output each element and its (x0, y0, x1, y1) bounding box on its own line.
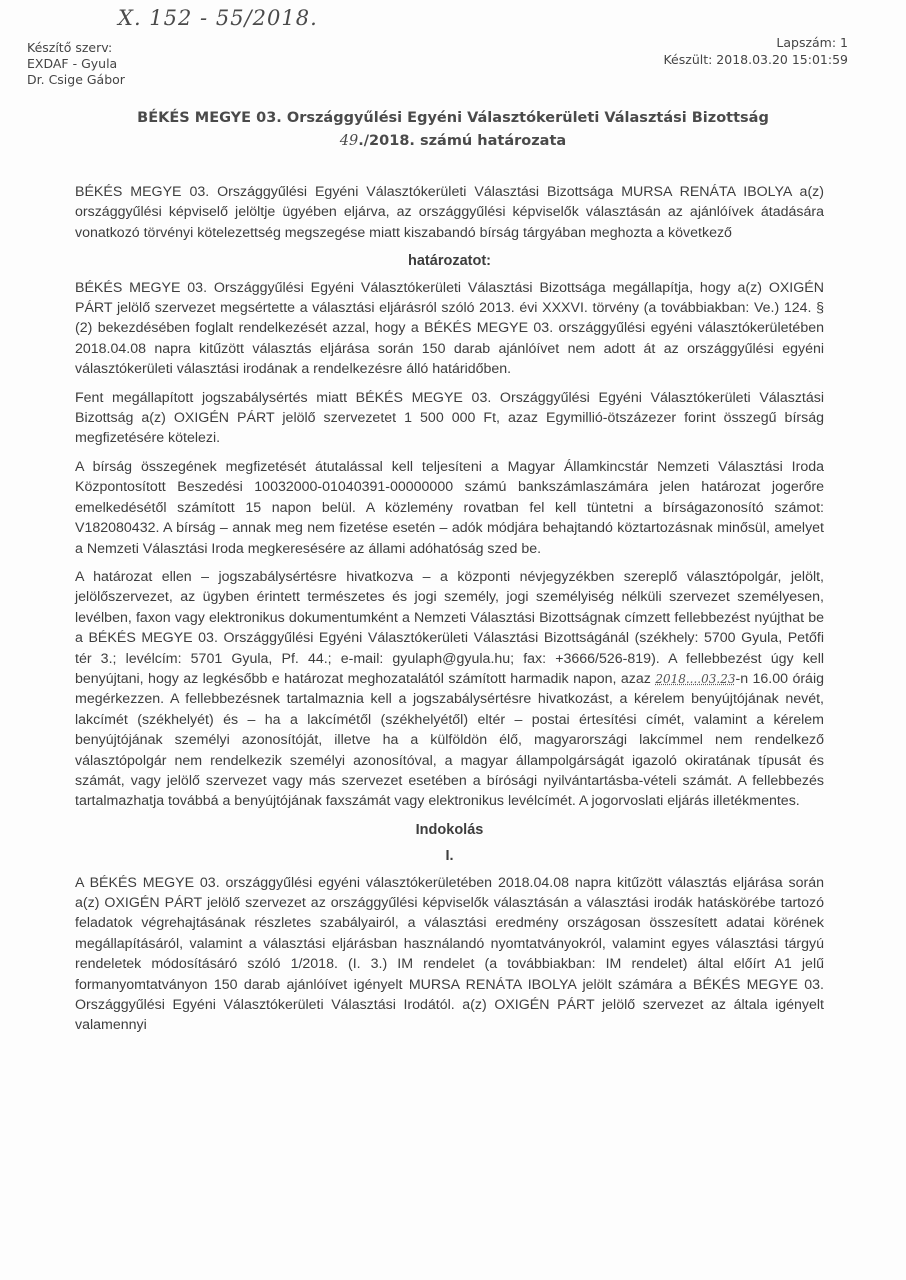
reasoning-paragraph: A BÉKÉS MEGYE 03. országgyűlési egyéni választókerületében 2018.04.08 napra kitűzött választás eljárása során a(z) OXIGÉN PÁRT jelölő szervezet az országgyűlési képviselők választásán a választási irodák hatáskörébe tartozó feladatok végrehajtásának részletes szabályairól, a választási eredmény országosan összesített adatai körének megállapításáról, valamint a választási eljárásban használandó nyomtatványokról, valamint egyes választási tárgyú rendeletek módosításáró szóló 1/2018. (I. 3.) IM rendelet (a továbbiakban: IM rendelet) által előírt A1 jelű formanyomtatványon 150 darab ajánlóívet igényelt MURSA RENÁTA IBOLYA jelölt számára a BÉKÉS MEGYE 03. Országgyűlési Egyéni Választókerületi Választási Irodától. a(z) OXIGÉN PÁRT jelölő szervezet az általa igényelt valamennyi (75, 874, 824, 1034)
appeal-text-before-date: A határozat ellen – jogszabálysértésre hivatkozva – a központi névjegyzékben szereplő választópolgár, jelölt, jelölőszervezet, az ügyben érintett természetes és jogi személy, jogi személyiség nélküli szervezet személyesen, levélben, faxon vagy elektronikus dokumentumként a Nemzeti Választási Bizottságnak címzett fellebbezést nyújthat be a BÉKÉS MEGYE 03. Országgyűlési Egyéni Választókerületi Választási Bizottságánál (székhely: 5700 Gyula, Petőfi tér 3.; levélcím: 5701 Gyula, Pf. 44.; e-mail: gyulaph@gyula.hu; fax: +3666/526-819). A fellebbezést úgy kell benyújtani, hogy az legkésőbb e határozat meghozatalától számított harmadik napon, azaz (75, 568, 824, 687)
document-title (0, 107, 906, 153)
creator-block (27, 40, 125, 88)
creator-label: Készítő szerv: (27, 40, 113, 55)
page-number: Lapszám: 1 (776, 35, 848, 50)
handwritten-decision-number: 49 (339, 133, 359, 149)
reasoning-heading: Indokolás (415, 821, 484, 838)
title-line-2 (0, 130, 906, 153)
decision-paragraph: A bírság összegének megfizetését átutalással kell teljesíteni a Magyar Államkincstár Nemzeti Választási Iroda Központosított Beszedési 10032000-01040391-00000000 számú bankszámlaszámára jelen határozat jogerőre emelkedésétől számított 15 napon belül. A közlemény rovatban fel kell tüntetni a bírságazonosító számot: V182080432. A bírság – annak meg nem fizetése esetén – adók módjára behajtandó köztartozásnak minősül, amelyet a Nemzeti Választási Iroda megkeresésére az állami adóhatóság szed be. (75, 458, 824, 557)
creator-name: Dr. Csige Gábor (27, 72, 125, 87)
section-number: I. (445, 848, 454, 865)
appeal-paragraph (75, 567, 824, 812)
title-line-2-suffix: ./2018. számú határozata (358, 133, 567, 149)
decision-paragraph: Fent megállapított jogszabálysértés miatt BÉKÉS MEGYE 03. Országgyűlési Egyéni Választókerületi Választási Bizottság a(z) OXIGÉN PÁRT jelölő szervezetet 1 500 000 Ft, azaz Egymillió-ötszázezer forint összegű bírság megfizetésére kötelezi. (75, 389, 824, 447)
title-line-1: BÉKÉS MEGYE 03. Országgyűlési Egyéni Választókerületi Választási Bizottság (137, 110, 769, 126)
created-timestamp: Készült: 2018.03.20 15:01:59 (663, 52, 848, 67)
creator-org: EXDAF - Gyula (27, 56, 118, 71)
handwritten-reference-number: X. 152 - 55/2018. (118, 6, 318, 30)
decision-heading: határozatot: (408, 253, 491, 270)
handwritten-deadline-date: 2018....03.23 (655, 671, 736, 686)
document-body (75, 182, 824, 1044)
intro-paragraph: BÉKÉS MEGYE 03. Országgyűlési Egyéni Választókerületi Választási Bizottsága MURSA RENÁTA IBOLYA a(z) országgyűlési képviselő jelöltje ügyében eljárva, az országgyűlési képviselők választásán az ajánlóívek átadására vonatkozó törvényi kötelezettség megszegése miatt kiszabandó bírság tárgyában meghozta a következő (75, 184, 824, 241)
page-info-block (663, 34, 848, 68)
appeal-text-after-date: -n 16.00 óráig megérkezzen. A fellebbezésnek tartalmaznia kell a jogszabálysértésre hivatkozást, a kérelem benyújtójának nevét, lakcímét (székhelyét) és – ha a lakcímétől (székhelyétől) eltér – postai értesítési címét, valamint a kérelem benyújtójának személyi azonosítóját, illetve ha a külföldön élő, magyarországi lakcímmel nem rendelkező választópolgár nem rendelkezik személyi azonosítóval, a magyar állampolgárságát igazoló okiratának típusát és számát, vagy jelölő szervezet vagy más szervezet esetében a bírósági nyilvántartásba-vételi számát. A fellebbezés tartalmazhatja továbbá a benyújtójának faxszámát vagy elektronikus levélcímét. A jogorvoslati eljárás illetékmentes. (75, 670, 824, 810)
decision-paragraph: BÉKÉS MEGYE 03. Országgyűlési Egyéni Választókerületi Választási Bizottsága megállapítja, hogy a(z) OXIGÉN PÁRT jelölő szervezet megsértette a választási eljárásról szóló 2013. évi XXXVI. törvény (a továbbiakban: Ve.) 124. § (2) bekezdésében foglalt rendelkezését azzal, hogy a BÉKÉS MEGYE 03. országgyűlési egyéni választókerületében 2018.04.08 napra kitűzött választás eljárása során 150 darab ajánlóívet nem adott át az országgyűlési egyéni választókerületi választási irodának a rendelkezésre álló határidőben. (75, 279, 824, 378)
